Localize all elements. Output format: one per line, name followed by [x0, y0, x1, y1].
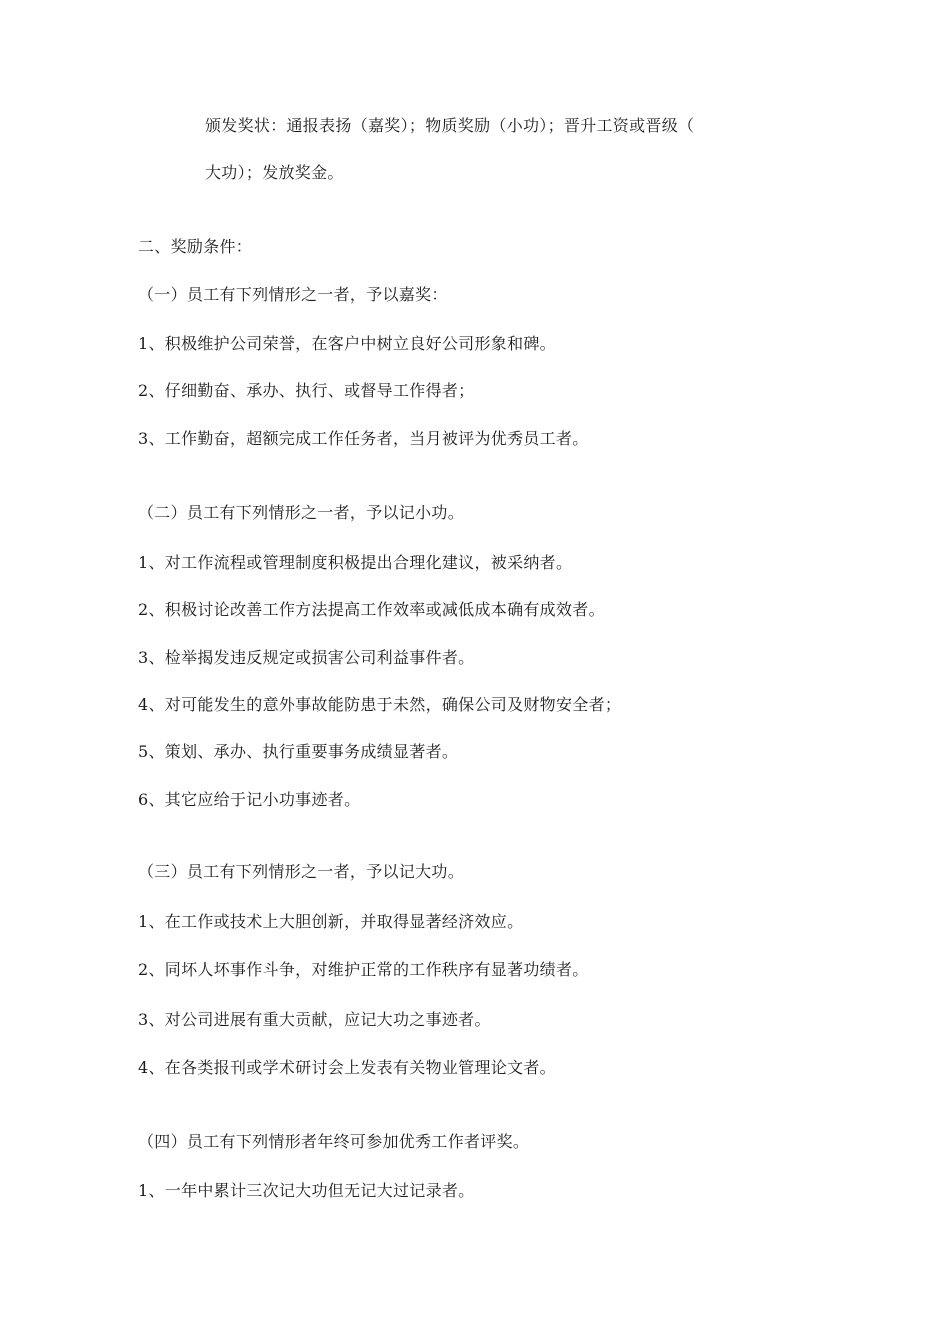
list-item: 6、其它应给于记小功事迹者。	[138, 790, 361, 809]
list-item: 5、策划、承办、执行重要事务成绩显著者。	[138, 742, 459, 761]
list-item: 4、在各类报刊或学术研讨会上发表有关物业管理论文者。	[138, 1058, 556, 1077]
list-item: 3、检举揭发违反规定或损害公司利益事件者。	[138, 648, 475, 667]
section-title: 二、奖励条件：	[138, 237, 253, 256]
group-heading-2: （二）员工有下列情形之一者，予以记小功。	[138, 503, 465, 522]
list-item: 4、对可能发生的意外事故能防患于未然，确保公司及财物安全者；	[138, 695, 622, 714]
group-heading-3: （三）员工有下列情形之一者，予以记大功。	[138, 862, 465, 881]
list-item: 3、对公司进展有重大贡献，应记大功之事迹者。	[138, 1010, 491, 1029]
list-item: 1、一年中累计三次记大功但无记大过记录者。	[138, 1181, 475, 1200]
list-item: 2、同坏人坏事作斗争，对维护正常的工作秩序有显著功绩者。	[138, 960, 589, 979]
list-item: 1、积极维护公司荣誉，在客户中树立良好公司形象和碑。	[138, 334, 556, 353]
intro-line-1: 颁发奖状：通报表扬（嘉奖）；物质奖励（小功）；晋升工资或晋级（	[205, 116, 695, 135]
list-item: 3、工作勤奋，超额完成工作任务者，当月被评为优秀员工者。	[138, 429, 589, 448]
group-heading-1: （一）员工有下列情形之一者，予以嘉奖：	[138, 285, 448, 304]
intro-line-2: 大功）；发放奖金。	[205, 163, 344, 182]
list-item: 1、在工作或技术上大胆创新，并取得显著经济效应。	[138, 912, 524, 931]
list-item: 1、对工作流程或管理制度积极提出合理化建议，被采纳者。	[138, 553, 573, 572]
list-item: 2、积极讨论改善工作方法提高工作效率或减低成本确有成效者。	[138, 600, 605, 619]
group-heading-4: （四）员工有下列情形者年终可参加优秀工作者评奖。	[138, 1132, 530, 1151]
list-item: 2、仔细勤奋、承办、执行、或督导工作得者；	[138, 381, 475, 400]
